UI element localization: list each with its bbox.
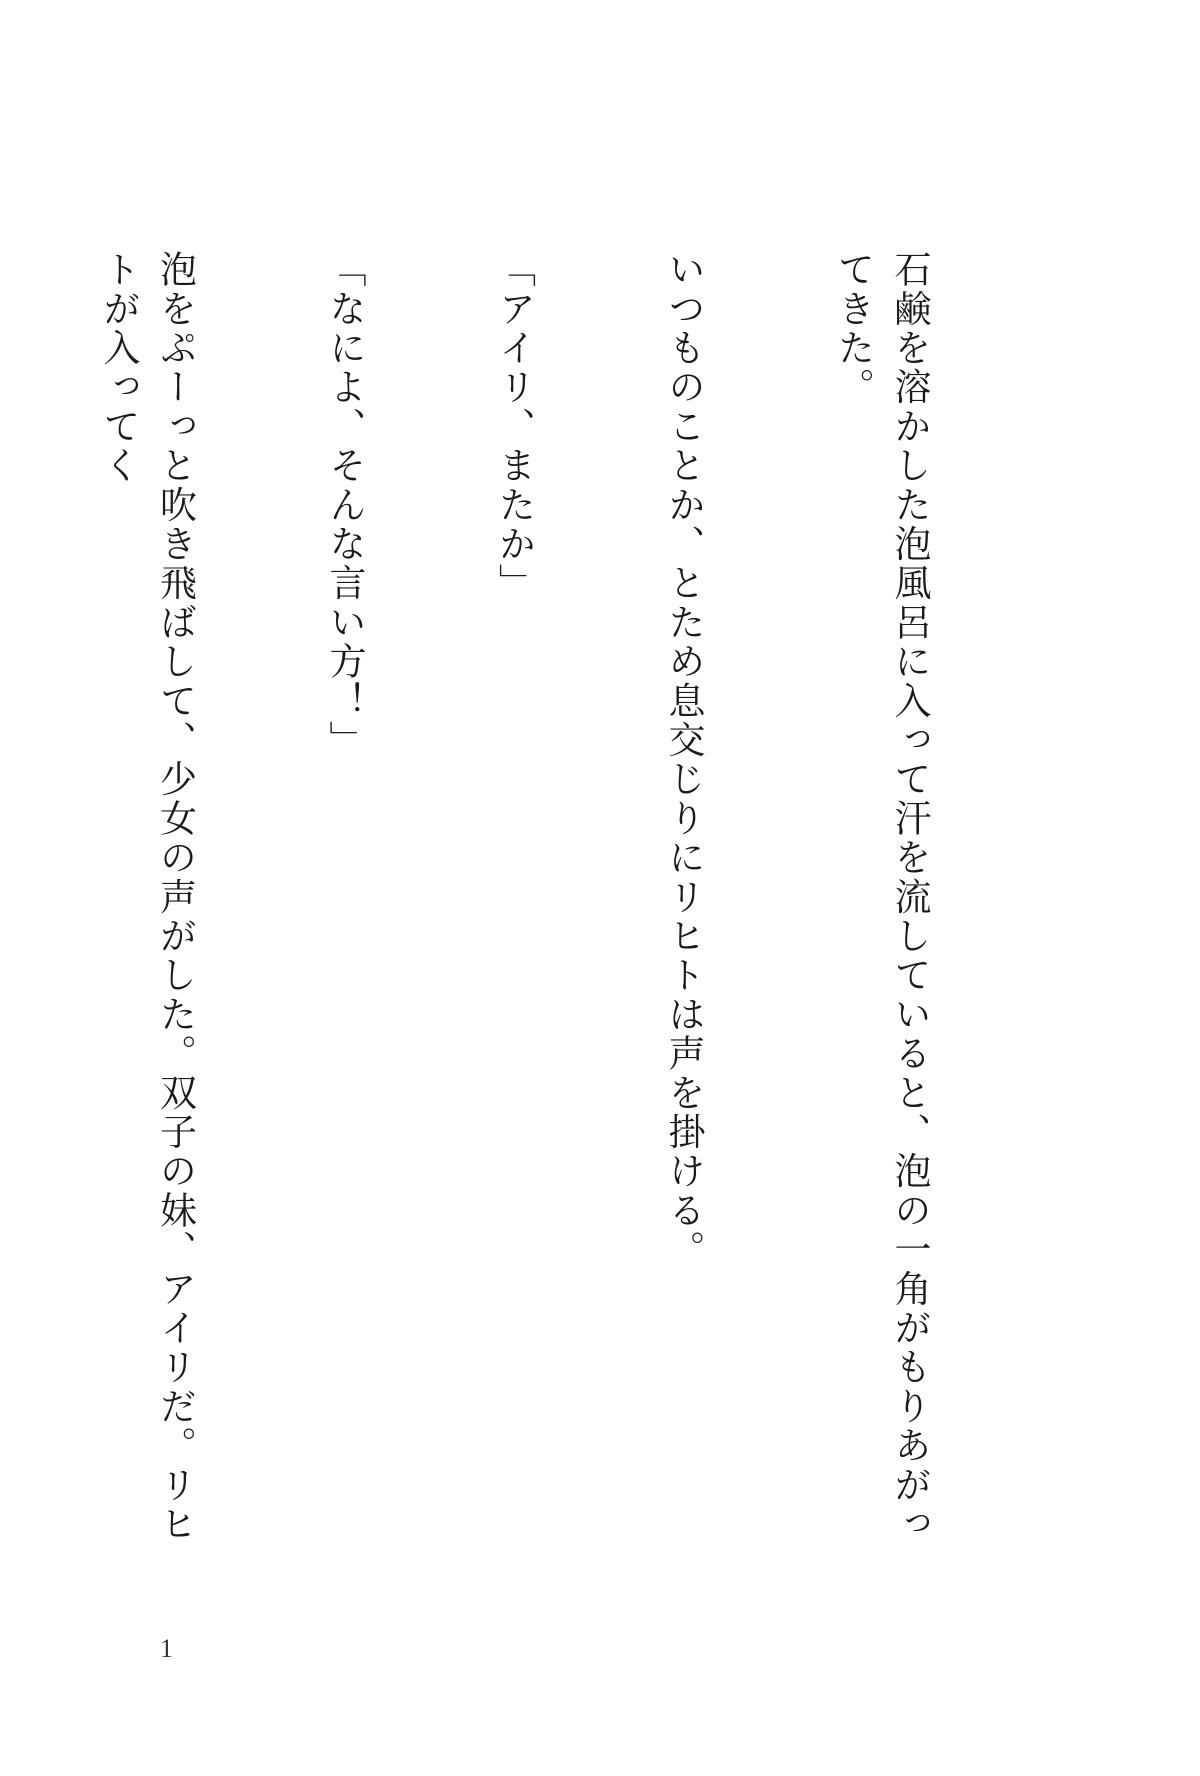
text-line: 泡をぷーっと吹き飛ばして、少女の声がした。双子の妹、アイリだ。リヒトが入ってく bbox=[97, 250, 197, 1544]
text-line: いつものことか、とため息交じりにリヒトは声を掛ける。 bbox=[662, 250, 705, 1270]
page-number: 1 bbox=[160, 1634, 173, 1663]
text-line: 石鹸を溶かした泡風呂に入って汗を流していると、泡の一角がもりあがってきた。 bbox=[831, 250, 931, 1544]
body-text bbox=[0, 250, 1050, 1580]
text-line: 「アイリ、またか」 bbox=[492, 250, 536, 603]
text-line: 「なによ、そんな言い方！」 bbox=[323, 250, 366, 760]
